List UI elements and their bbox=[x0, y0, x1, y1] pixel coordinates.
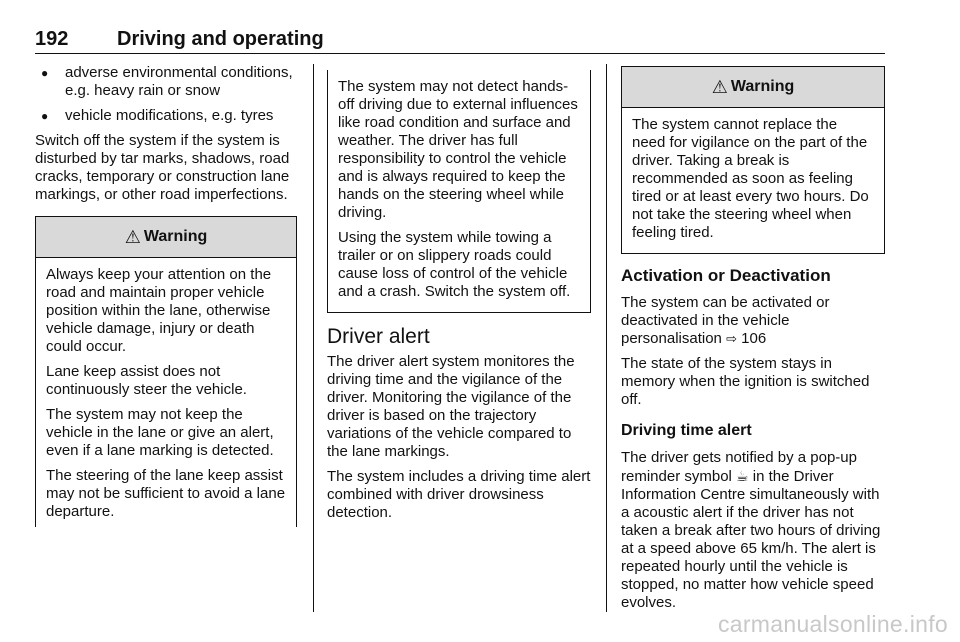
column-2 bbox=[327, 70, 591, 529]
body-paragraph bbox=[621, 294, 885, 348]
body-paragraph bbox=[621, 449, 885, 612]
page-header bbox=[35, 28, 885, 54]
column-divider-right bbox=[606, 64, 607, 612]
body-paragraph: Switch off the system if the system is disturbed by tar marks, shadows, road cracks, temporary or construction lane markings, or other road imperfections. bbox=[35, 132, 290, 203]
time-alert-text: in the Driver Information Centre simultaneously with a acoustic alert if the driver has not taken a break after two hours of driving at a speed above 65 km/h. The alert is repeated hourly until the vehicle is stopped, no matter how vehicle speed evolves. bbox=[621, 468, 881, 611]
page-number: 192 bbox=[35, 28, 69, 50]
body-paragraph: The system includes a driving time alert combined with driver drowsiness detection. bbox=[327, 468, 591, 521]
warning-body bbox=[622, 108, 884, 253]
warning-paragraph: Always keep your attention on the road and maintain proper vehicle position within the lane, otherwise vehicle damage, injury or death could occur. bbox=[46, 266, 272, 355]
warning-paragraph: Using the system while towing a trailer or on slippery roads could cause loss of control of the vehicle and a crash. Switch the system off. bbox=[338, 229, 571, 300]
watermark: carmanualsonline.info bbox=[717, 611, 948, 637]
column-1 bbox=[35, 64, 297, 527]
warning-title: Warning bbox=[730, 78, 795, 95]
warning-paragraph: The system may not keep the vehicle in the lane or give an alert, even if a lane marking is detected. bbox=[46, 406, 274, 459]
page-reference[interactable]: 106 bbox=[741, 330, 767, 347]
reference-arrow-icon: ⇨ bbox=[726, 331, 737, 346]
heading-driver-alert: Driver alert bbox=[327, 325, 430, 348]
warning-body bbox=[36, 258, 296, 527]
bullet-list bbox=[35, 64, 297, 125]
list-item: ● vehicle modifications, e.g. tyres bbox=[35, 107, 297, 125]
section-title: Driving and operating bbox=[117, 28, 324, 50]
activation-text: The system can be activated or deactivated in the vehicle personalisation bbox=[621, 294, 830, 347]
warning-triangle-icon: ⚠ bbox=[711, 77, 728, 97]
warning-paragraph: Lane keep assist does not continuously steer the vehicle. bbox=[46, 363, 247, 398]
list-item: ● adverse environmental conditions, e.g. heavy rain or snow bbox=[35, 64, 297, 100]
warning-paragraph: The steering of the lane keep assist may not be sufficient to avoid a lane departure. bbox=[46, 467, 286, 520]
time-alert-text: The driver gets notified by a pop-up reminder symbol bbox=[621, 449, 857, 485]
warning-title: Warning bbox=[143, 228, 208, 245]
column-3 bbox=[621, 66, 885, 619]
body-paragraph: The driver alert system monitores the driving time and the vigilance of the driver. Monitoring the vigilance of the driver is based on the trajectory variations of the vehicle compared to the lane markings. bbox=[327, 353, 575, 460]
heading-activation: Activation or Deactivation bbox=[621, 266, 831, 285]
header-rule bbox=[35, 53, 885, 54]
body-paragraph: The state of the system stays in memory when the ignition is switched off. bbox=[621, 355, 870, 408]
coffee-cup-icon: ☕ bbox=[736, 468, 749, 484]
warning-box-lane-keep bbox=[35, 216, 297, 527]
warning-box-vigilance bbox=[621, 66, 885, 254]
warning-paragraph: The system may not detect hands-off driving due to external influences like road condition and surface and weather. The driver has full responsibility to control the vehicle and is always required to keep the hands on the steering wheel while driving. bbox=[338, 78, 578, 221]
warning-header bbox=[36, 217, 296, 258]
warning-box-continued bbox=[327, 70, 591, 313]
warning-header bbox=[622, 67, 884, 108]
column-divider-left bbox=[313, 64, 314, 612]
heading-driving-time-alert: Driving time alert bbox=[621, 422, 752, 439]
warning-paragraph: The system cannot replace the need for vigilance on the part of the driver. Taking a break is recommended as soon as feeling tired or at least every two hours. Do not take the steering wheel when feeling tired. bbox=[632, 116, 869, 241]
warning-triangle-icon: ⚠ bbox=[124, 227, 141, 247]
